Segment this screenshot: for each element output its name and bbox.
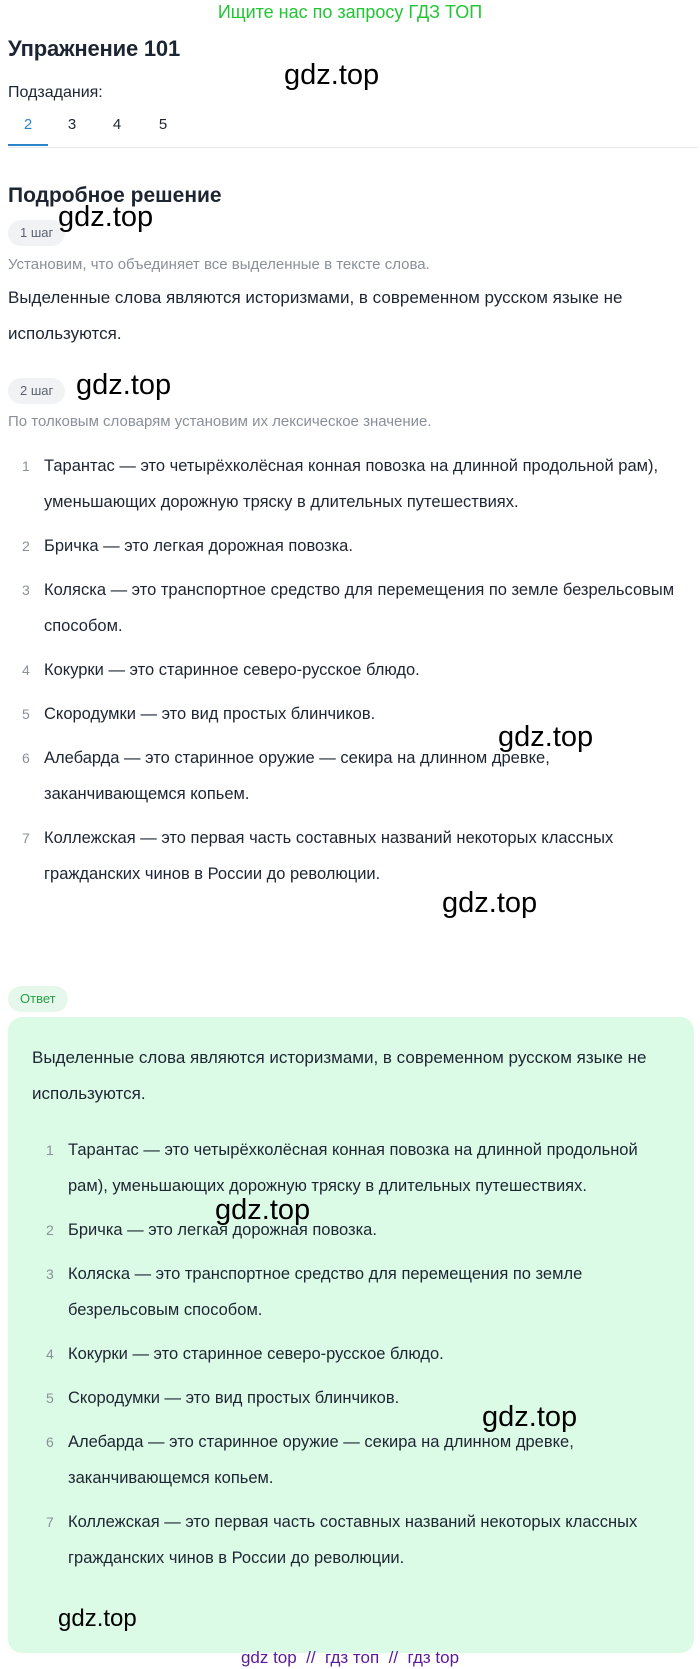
tab-subtask-3[interactable]: 3 xyxy=(67,116,77,133)
list-item xyxy=(32,1212,672,1248)
list-item-text: Коляска — это транспортное средство для перемещения по земле безрельсовым способом. xyxy=(68,1265,583,1319)
list-item-number: 7 xyxy=(46,1514,54,1530)
list-item-number: 2 xyxy=(46,1222,54,1238)
list-item-text: Коляска — это транспортное средство для перемещения по земле безрельсовым способом. xyxy=(44,581,675,635)
answer-badge: Ответ xyxy=(8,986,68,1012)
answer-text: Выделенные слова являются историзмами, в современном русском языке не используются. xyxy=(32,1048,647,1103)
watermark: gdz.top xyxy=(498,721,594,753)
watermark: gdz.top xyxy=(58,201,154,233)
step-2-badge: 2 шаг xyxy=(8,378,65,404)
list-item xyxy=(32,1504,672,1576)
list-item-number: 7 xyxy=(22,830,30,846)
list-item-number: 4 xyxy=(22,662,30,678)
step-1-hint: Установим, что объединяет все выделенные в тексте слова. xyxy=(8,256,430,273)
promo-banner[interactable]: Ищите нас по запросу ГДЗ ТОП xyxy=(217,2,483,22)
list-item xyxy=(8,572,692,644)
watermark: gdz.top xyxy=(284,59,380,91)
list-item-text: Коллежская — это первая часть составных названий некоторых классных гражданских чинов в России до революции. xyxy=(68,1513,638,1567)
answer-definitions-list xyxy=(32,1132,672,1584)
list-item-number: 5 xyxy=(46,1390,54,1406)
list-item-number: 3 xyxy=(46,1266,54,1282)
list-item xyxy=(32,1256,672,1328)
list-item xyxy=(8,528,692,564)
list-item-number: 2 xyxy=(22,538,30,554)
list-item-text: Тарантас — это четырёхколёсная конная повозка на длинной продольной рам), уменьшающих дорожную тряску в длительных путешествиях. xyxy=(68,1141,638,1195)
watermark: gdz.top xyxy=(215,1194,311,1226)
watermark: gdz.top xyxy=(76,369,172,401)
list-item-text: Алебарда — это старинное оружие — секира на длинном древке, заканчивающемся копьем. xyxy=(44,749,550,803)
list-item-text: Бричка — это легкая дорожная повозка. xyxy=(68,1221,377,1239)
step-1-badge: 1 шаг xyxy=(8,220,65,246)
list-item-number: 6 xyxy=(22,750,30,766)
list-item-text: Скородумки — это вид простых блинчиков. xyxy=(44,705,376,723)
watermark: gdz.top xyxy=(482,1401,578,1433)
list-item-number: 3 xyxy=(22,582,30,598)
tab-subtask-5[interactable]: 5 xyxy=(158,116,168,133)
list-item-number: 4 xyxy=(46,1346,54,1362)
list-item-text: Скородумки — это вид простых блинчиков. xyxy=(68,1389,400,1407)
list-item-number: 1 xyxy=(22,458,30,474)
list-item-number: 1 xyxy=(46,1142,54,1158)
tab-subtask-4[interactable]: 4 xyxy=(112,116,122,133)
section-title: Подробное решение xyxy=(8,184,222,207)
watermark: gdz.top xyxy=(58,1605,137,1632)
list-item-text: Кокурки — это старинное северо-русское блюдо. xyxy=(68,1345,444,1363)
list-item-text: Алебарда — это старинное оружие — секира на длинном древке, заканчивающемся копьем. xyxy=(68,1433,574,1487)
step-2-hint: По толковым словарям установим их лексическое значение. xyxy=(8,413,432,430)
list-item xyxy=(32,1424,672,1496)
list-item xyxy=(32,1132,672,1204)
list-item-number: 5 xyxy=(22,706,30,722)
list-item xyxy=(8,652,692,688)
watermark: gdz.top xyxy=(442,887,538,919)
list-item xyxy=(8,448,692,520)
list-item-number: 6 xyxy=(46,1434,54,1450)
list-item xyxy=(8,820,692,892)
definitions-list xyxy=(8,448,692,900)
tab-subtask-2[interactable]: 2 xyxy=(8,116,48,146)
footer-links[interactable]: gdz top // гдз топ // гдз top xyxy=(240,1648,460,1667)
list-item-text: Кокурки — это старинное северо-русское блюдо. xyxy=(44,661,420,679)
list-item-text: Тарантас — это четырёхколёсная конная повозка на длинной продольной рам), уменьшающих дорожную тряску в длительных путешествиях. xyxy=(44,457,659,511)
list-item xyxy=(32,1336,672,1372)
subtask-tabs xyxy=(8,108,698,148)
step-1-text: Выделенные слова являются историзмами, в современном русском языке не используются. xyxy=(8,288,623,343)
list-item-text: Бричка — это легкая дорожная повозка. xyxy=(44,537,353,555)
page-title: Упражнение 101 xyxy=(8,36,180,61)
list-item-text: Коллежская — это первая часть составных названий некоторых классных гражданских чинов в России до революции. xyxy=(44,829,614,883)
subtasks-label: Подзадания: xyxy=(8,84,103,101)
